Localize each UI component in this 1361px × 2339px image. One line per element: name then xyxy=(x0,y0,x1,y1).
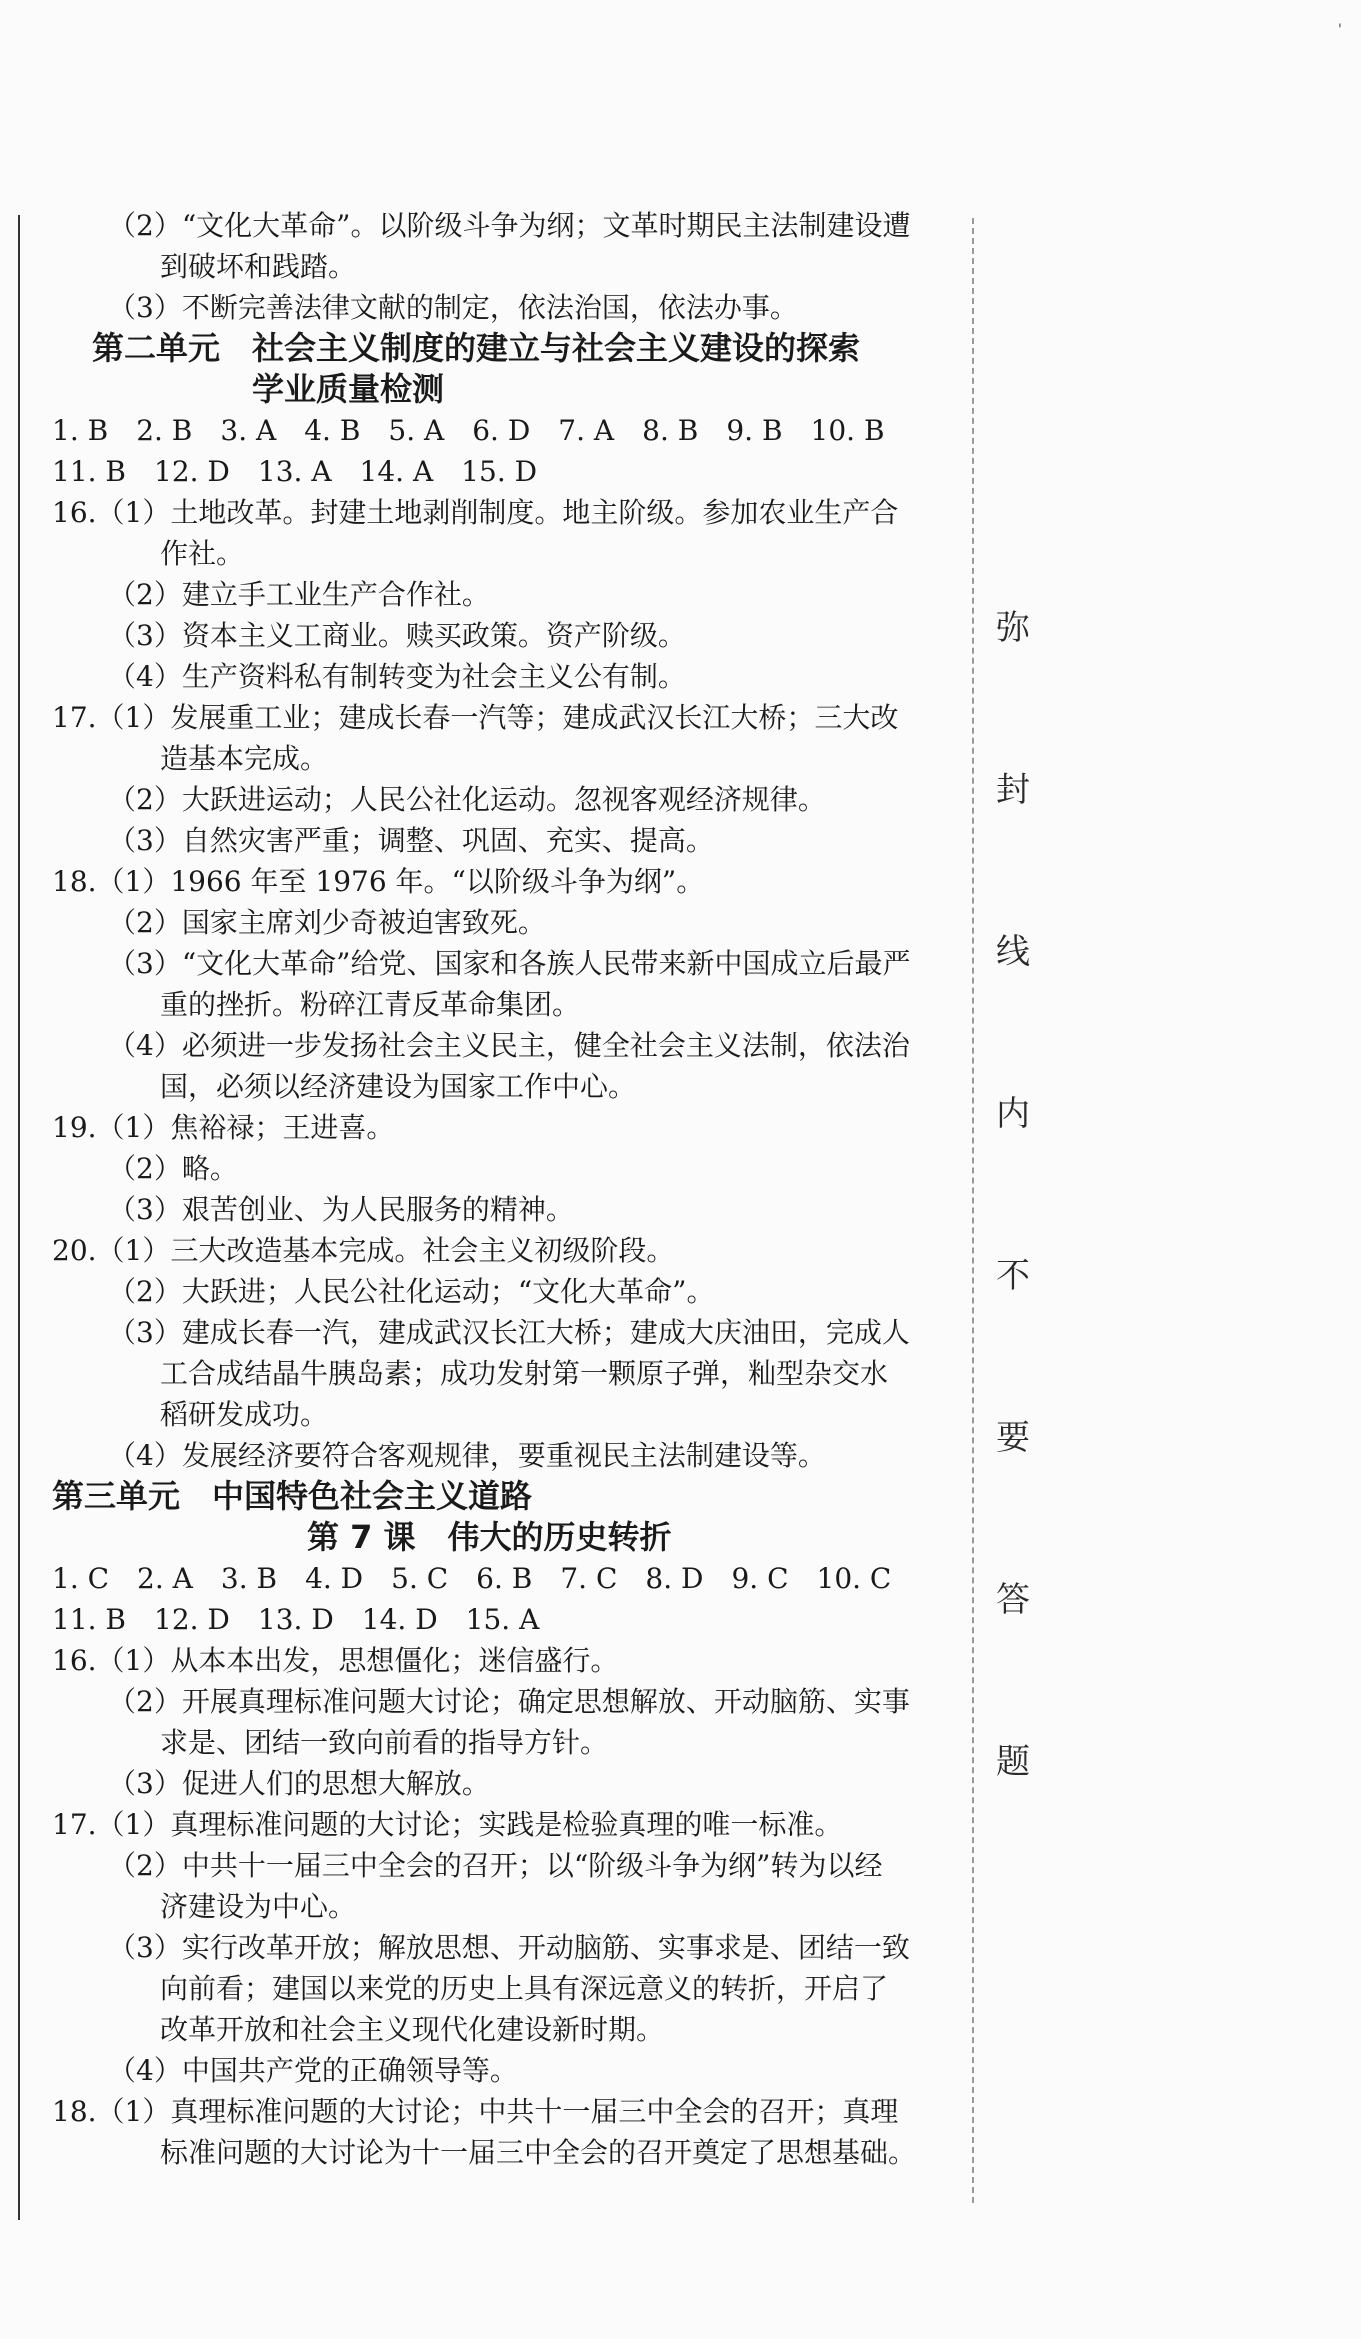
seal-char: 题 xyxy=(996,1742,1030,1782)
answer-line: 1. C 2. A 3. B 4. D 5. C 6. B 7. C 8. D 9. C 10. C xyxy=(52,1562,892,1595)
section-heading: 第 7 课 伟大的历史转折 xyxy=(307,1518,672,1556)
seal-char: 不 xyxy=(996,1256,1030,1296)
answer-line: （2）大跃进运动；人民公社化运动。忽视客观经济规律。 xyxy=(108,783,826,816)
answer-line: 17.（1）真理标准问题的大讨论；实践是检验真理的唯一标准。 xyxy=(52,1808,843,1841)
answer-line: 11. B 12. D 13. D 14. D 15. A xyxy=(52,1603,540,1636)
answer-line: 1. B 2. B 3. A 4. B 5. A 6. D 7. A 8. B 9. B 10. B xyxy=(52,414,885,447)
answer-line: 11. B 12. D 13. A 14. A 15. D xyxy=(52,455,538,488)
answer-line: 求是、团结一致向前看的指导方针。 xyxy=(160,1726,609,1759)
section-heading: 学业质量检测 xyxy=(252,370,445,408)
answer-line: 16.（1）土地改革。封建土地剥削制度。地主阶级。参加农业生产合 xyxy=(52,496,899,529)
answer-line: （3）“文化大革命”给党、国家和各族人民带来新中国成立后最严 xyxy=(108,947,911,980)
answer-line: 16.（1）从本本出发，思想僵化；迷信盛行。 xyxy=(52,1644,619,1677)
answer-line: 改革开放和社会主义现代化建设新时期。 xyxy=(160,2013,665,2046)
answer-line: （2）建立手工业生产合作社。 xyxy=(108,578,490,611)
answer-line: （3）建成长春一汽，建成武汉长江大桥；建成大庆油田，完成人 xyxy=(108,1316,910,1349)
seal-char: 封 xyxy=(996,770,1030,810)
answer-line: （2）“文化大革命”。以阶级斗争为纲；文革时期民主法制建设遭 xyxy=(108,209,911,242)
answer-line: 重的挫折。粉碎江青反革命集团。 xyxy=(160,988,581,1021)
answer-line: （2）中共十一届三中全会的召开；以“阶级斗争为纲”转为以经 xyxy=(108,1849,883,1882)
answer-line: （2）开展真理标准问题大讨论；确定思想解放、开动脑筋、实事 xyxy=(108,1685,910,1718)
section-heading: 第二单元 社会主义制度的建立与社会主义建设的探索 xyxy=(92,329,861,367)
seal-char: 答 xyxy=(996,1580,1030,1620)
seal-char: 内 xyxy=(996,1094,1030,1134)
answer-line: 国，必须以经济建设为国家工作中心。 xyxy=(160,1070,637,1103)
answer-line: （2）略。 xyxy=(108,1152,238,1185)
answer-line: 19.（1）焦裕禄；王进喜。 xyxy=(52,1111,395,1144)
answer-line: 工合成结晶牛胰岛素；成功发射第一颗原子弹，籼型杂交水 xyxy=(160,1357,889,1390)
corner-mark: ' xyxy=(1338,22,1342,38)
answer-line: （3）资本主义工商业。赎买政策。资产阶级。 xyxy=(108,619,686,652)
answer-line: （3）艰苦创业、为人民服务的精神。 xyxy=(108,1193,574,1226)
seal-char: 线 xyxy=(996,932,1030,972)
answer-line: 造基本完成。 xyxy=(160,742,329,775)
answer-line: （3）实行改革开放；解放思想、开动脑筋、实事求是、团结一致 xyxy=(108,1931,910,1964)
left-margin-rule xyxy=(18,215,20,2220)
seal-char: 要 xyxy=(996,1418,1030,1458)
answer-content xyxy=(52,205,957,2173)
answer-line: 18.（1）真理标准问题的大讨论；中共十一届三中全会的召开；真理 xyxy=(52,2095,899,2128)
answer-line: 向前看；建国以来党的历史上具有深远意义的转折，开启了 xyxy=(160,1972,889,2005)
answer-line: 17.（1）发展重工业；建成长春一汽等；建成武汉长江大桥；三大改 xyxy=(52,701,899,734)
answer-line: （3）不断完善法律文献的制定，依法治国，依法办事。 xyxy=(108,291,798,324)
answer-line: （2）国家主席刘少奇被迫害致死。 xyxy=(108,906,546,939)
answer-line: 18.（1）1966 年至 1976 年。“以阶级斗争为纲”。 xyxy=(52,865,705,898)
answer-line: 稻研发成功。 xyxy=(160,1398,329,1431)
answer-line: （4）必须进一步发扬社会主义民主，健全社会主义法制，依法治 xyxy=(108,1029,910,1062)
answer-line: （4）中国共产党的正确领导等。 xyxy=(108,2054,518,2087)
seal-char: 弥 xyxy=(996,608,1030,648)
answer-line: （4）发展经济要符合客观规律，要重视民主法制建设等。 xyxy=(108,1439,826,1472)
answer-line: 到破坏和践踏。 xyxy=(160,250,357,283)
answer-line: 20.（1）三大改造基本完成。社会主义初级阶段。 xyxy=(52,1234,675,1267)
answer-line: 标准问题的大讨论为十一届三中全会的召开奠定了思想基础。 xyxy=(160,2136,917,2169)
answer-line: （3）促进人们的思想大解放。 xyxy=(108,1767,490,1800)
answer-line: 济建设为中心。 xyxy=(160,1890,357,1923)
answer-line: 作社。 xyxy=(160,537,245,570)
answer-line: （4）生产资料私有制转变为社会主义公有制。 xyxy=(108,660,686,693)
section-heading: 第三单元 中国特色社会主义道路 xyxy=(52,1477,533,1515)
answer-line: （2）大跃进；人民公社化运动；“文化大革命”。 xyxy=(108,1275,715,1308)
answer-line: （3）自然灾害严重；调整、巩固、充实、提高。 xyxy=(108,824,714,857)
seal-dashed-line xyxy=(972,218,974,2203)
